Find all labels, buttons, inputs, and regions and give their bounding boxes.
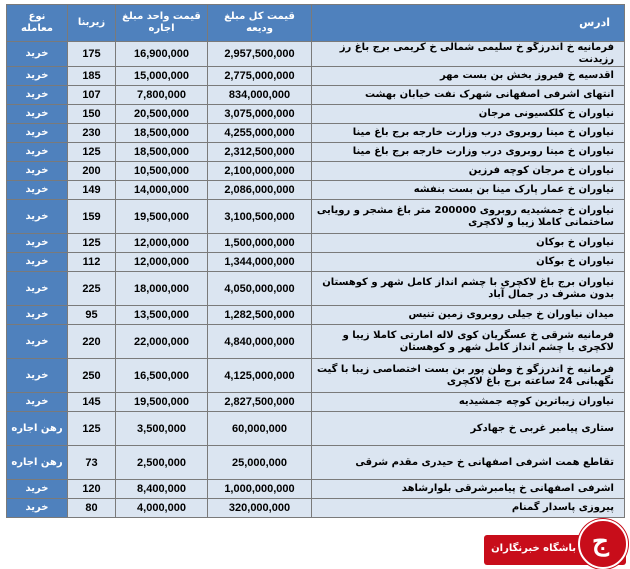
cell-transaction-type: خرید	[7, 325, 68, 359]
cell-area: 125	[68, 234, 116, 253]
cell-transaction-type: خرید	[7, 181, 68, 200]
cell-address: نیاوران خ کلکسیونی مرجان	[312, 105, 625, 124]
table-row	[7, 272, 625, 306]
cell-unit-price: 16,900,000	[116, 42, 208, 67]
cell-unit-price: 14,000,000	[116, 181, 208, 200]
cell-transaction-type: خرید	[7, 124, 68, 143]
cell-unit-price: 18,500,000	[116, 143, 208, 162]
cell-address: انتهای اشرفی اصفهانی شهرک نفت خیابان بهشت	[312, 86, 625, 105]
cell-area: 150	[68, 105, 116, 124]
cell-total-price: 60,000,000	[208, 412, 312, 446]
table-row	[7, 42, 625, 67]
header-row	[7, 5, 625, 42]
cell-total-price: 4,050,000,000	[208, 272, 312, 306]
logo-glyph: ج	[592, 527, 609, 557]
cell-area: 107	[68, 86, 116, 105]
table-row	[7, 124, 625, 143]
table-row	[7, 446, 625, 480]
cell-unit-price: 15,000,000	[116, 67, 208, 86]
cell-area: 230	[68, 124, 116, 143]
table-row	[7, 143, 625, 162]
header-total-price: قیمت کل مبلغ ودیعه	[208, 5, 312, 42]
table-row	[7, 480, 625, 499]
cell-transaction-type: خرید	[7, 393, 68, 412]
table-row	[7, 359, 625, 393]
cell-unit-price: 8,400,000	[116, 480, 208, 499]
cell-address: فرمانیه خ اندرزگو خ وطن پور بن بست اختصاصی زیبا با گیت نگهبانی 24 ساعته برج باغ لاکچری	[312, 359, 625, 393]
cell-area: 159	[68, 200, 116, 234]
cell-total-price: 1,000,000,000	[208, 480, 312, 499]
header-address: ادرس	[312, 5, 625, 42]
cell-address: نیاوران خ عمار پارک مینا بن بست بنفشه	[312, 181, 625, 200]
cell-transaction-type: خرید	[7, 105, 68, 124]
cell-address: فرمانیه خ اندرزگو خ سلیمی شمالی خ کریمی برج باغ رز رزیدنت	[312, 42, 625, 67]
cell-transaction-type: خرید	[7, 272, 68, 306]
cell-area: 120	[68, 480, 116, 499]
cell-unit-price: 10,500,000	[116, 162, 208, 181]
table-row	[7, 393, 625, 412]
cell-unit-price: 18,500,000	[116, 124, 208, 143]
cell-total-price: 4,840,000,000	[208, 325, 312, 359]
cell-total-price: 320,000,000	[208, 499, 312, 518]
cell-area: 125	[68, 143, 116, 162]
cell-unit-price: 16,500,000	[116, 359, 208, 393]
cell-area: 200	[68, 162, 116, 181]
cell-unit-price: 19,500,000	[116, 393, 208, 412]
table-row	[7, 86, 625, 105]
cell-address: فرمانیه شرقی خ عسگریان کوی لاله امارتی کاملا زیبا و لاکچری با چشم انداز کامل شهر و کوهستان	[312, 325, 625, 359]
cell-area: 220	[68, 325, 116, 359]
cell-total-price: 1,344,000,000	[208, 253, 312, 272]
cell-address: نیاوران خ جمشیدیه روبروی 200000 متر باغ مشجر و رویایی ساختمانی کاملا زیبا و لاکچری	[312, 200, 625, 234]
cell-area: 225	[68, 272, 116, 306]
cell-transaction-type: خرید	[7, 200, 68, 234]
listings-table	[6, 4, 625, 518]
cell-transaction-type: رهن اجاره	[7, 446, 68, 480]
cell-unit-price: 4,000,000	[116, 499, 208, 518]
cell-transaction-type: خرید	[7, 499, 68, 518]
cell-transaction-type: خرید	[7, 67, 68, 86]
cell-total-price: 2,957,500,000	[208, 42, 312, 67]
cell-address: نیاوران برج باغ لاکچری با چشم انداز کامل شهر و کوهستان بدون مشرف در جمال آباد	[312, 272, 625, 306]
cell-address: پیروزی پاسدار گمنام	[312, 499, 625, 518]
cell-address: نیاوران خ بوکان	[312, 253, 625, 272]
cell-unit-price: 18,000,000	[116, 272, 208, 306]
header-unit-price: قیمت واحد مبلغ اجاره	[116, 5, 208, 42]
table-row	[7, 162, 625, 181]
cell-unit-price: 2,500,000	[116, 446, 208, 480]
cell-transaction-type: خرید	[7, 42, 68, 67]
cell-area: 175	[68, 42, 116, 67]
table-row	[7, 325, 625, 359]
cell-area: 125	[68, 412, 116, 446]
table-row	[7, 181, 625, 200]
cell-address: نیاوران خ مرجان کوچه فرزین	[312, 162, 625, 181]
table-row	[7, 412, 625, 446]
cell-address: اقدسیه خ فیروز بخش بن بست مهر	[312, 67, 625, 86]
cell-total-price: 1,282,500,000	[208, 306, 312, 325]
cell-total-price: 2,100,000,000	[208, 162, 312, 181]
table-row	[7, 234, 625, 253]
cell-transaction-type: خرید	[7, 143, 68, 162]
cell-unit-price: 19,500,000	[116, 200, 208, 234]
cell-total-price: 834,000,000	[208, 86, 312, 105]
cell-area: 250	[68, 359, 116, 393]
cell-address: میدان نیاوران خ جیلی روبروی زمین تنیس	[312, 306, 625, 325]
cell-area: 80	[68, 499, 116, 518]
cell-total-price: 2,086,000,000	[208, 181, 312, 200]
cell-unit-price: 12,000,000	[116, 234, 208, 253]
logo	[484, 527, 626, 565]
cell-address: نیاوران خ بوکان	[312, 234, 625, 253]
cell-total-price: 4,255,000,000	[208, 124, 312, 143]
cell-unit-price: 20,500,000	[116, 105, 208, 124]
table-row	[7, 105, 625, 124]
cell-address: نیاوران خ مینا روبروی درب وزارت خارجه برج باغ مینا	[312, 143, 625, 162]
table-row	[7, 253, 625, 272]
cell-total-price: 4,125,000,000	[208, 359, 312, 393]
cell-transaction-type: خرید	[7, 162, 68, 181]
cell-address: تقاطع همت اشرفی اصفهانی خ حیدری مقدم شرقی	[312, 446, 625, 480]
cell-address: اشرفی اصفهانی خ پیامبرشرقی بلوارشاهد	[312, 480, 625, 499]
cell-total-price: 2,827,500,000	[208, 393, 312, 412]
cell-area: 95	[68, 306, 116, 325]
cell-transaction-type: رهن اجاره	[7, 412, 68, 446]
logo-emblem	[578, 519, 628, 569]
cell-total-price: 25,000,000	[208, 446, 312, 480]
table-row	[7, 499, 625, 518]
cell-transaction-type: خرید	[7, 234, 68, 253]
cell-transaction-type: خرید	[7, 86, 68, 105]
cell-unit-price: 22,000,000	[116, 325, 208, 359]
cell-total-price: 2,775,000,000	[208, 67, 312, 86]
cell-address: ستاری پیامبر غربی خ جهادکر	[312, 412, 625, 446]
cell-unit-price: 12,000,000	[116, 253, 208, 272]
cell-area: 73	[68, 446, 116, 480]
cell-unit-price: 13,500,000	[116, 306, 208, 325]
header-transaction-type: نوع معامله	[7, 5, 68, 42]
table-row	[7, 306, 625, 325]
cell-area: 112	[68, 253, 116, 272]
cell-unit-price: 7,800,000	[116, 86, 208, 105]
header-area: زیربنا	[68, 5, 116, 42]
cell-total-price: 2,312,500,000	[208, 143, 312, 162]
cell-transaction-type: خرید	[7, 480, 68, 499]
cell-transaction-type: خرید	[7, 359, 68, 393]
cell-address: نیاوران زیباترین کوچه جمشیدیه	[312, 393, 625, 412]
cell-area: 145	[68, 393, 116, 412]
logo-text: باشگاه خبرنگاران	[491, 543, 576, 554]
table-row	[7, 200, 625, 234]
cell-area: 149	[68, 181, 116, 200]
cell-address: نیاوران خ مینا روبروی درب وزارت خارجه برج باغ مینا	[312, 124, 625, 143]
cell-total-price: 1,500,000,000	[208, 234, 312, 253]
cell-transaction-type: خرید	[7, 306, 68, 325]
cell-area: 185	[68, 67, 116, 86]
table-body	[7, 42, 625, 518]
table-row	[7, 67, 625, 86]
cell-total-price: 3,075,000,000	[208, 105, 312, 124]
cell-unit-price: 3,500,000	[116, 412, 208, 446]
cell-transaction-type: خرید	[7, 253, 68, 272]
cell-total-price: 3,100,500,000	[208, 200, 312, 234]
